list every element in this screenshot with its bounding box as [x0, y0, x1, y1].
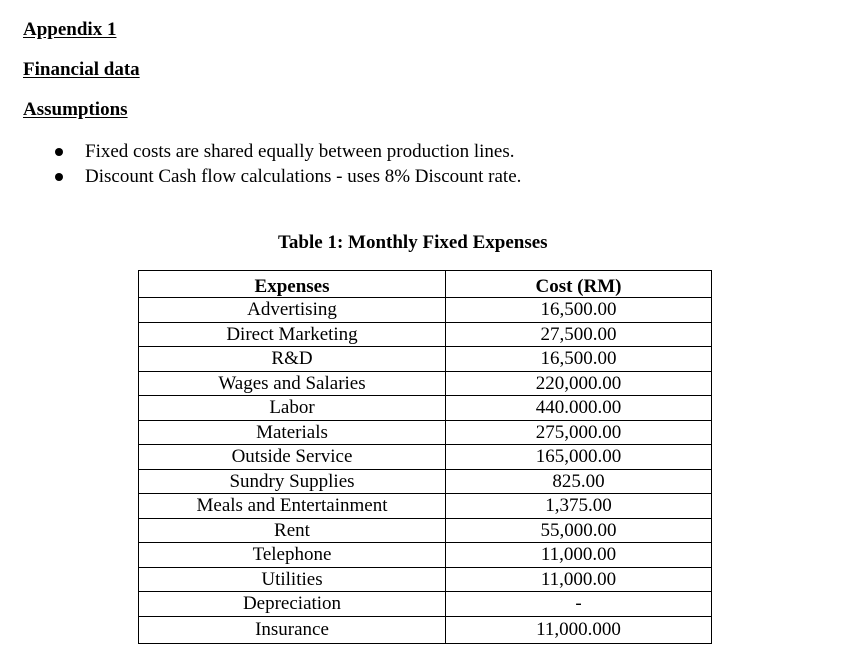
cost-cell: 55,000.00 [446, 518, 712, 543]
expense-cell: Sundry Supplies [139, 469, 446, 494]
table-row [139, 420, 712, 445]
financial-data-heading: Financial data [23, 59, 140, 80]
table-row [139, 396, 712, 421]
expense-cell: Advertising [139, 298, 446, 323]
assumption-text: Fixed costs are shared equally between production lines. [85, 141, 515, 162]
cost-cell: 440.000.00 [446, 396, 712, 421]
table-row [139, 298, 712, 323]
expense-cell: Insurance [139, 616, 446, 643]
bullet-icon [55, 173, 63, 181]
cost-cell: 11,000.00 [446, 543, 712, 568]
expense-cell: Wages and Salaries [139, 371, 446, 396]
expense-cell: Direct Marketing [139, 322, 446, 347]
bullet-icon [55, 148, 63, 156]
table-row [139, 592, 712, 617]
cost-cell: 16,500.00 [446, 347, 712, 372]
expense-cell: Outside Service [139, 445, 446, 470]
table-row [139, 371, 712, 396]
assumption-text: Discount Cash flow calculations - uses 8% Discount rate. [85, 166, 522, 187]
appendix-heading: Appendix 1 [23, 19, 117, 40]
assumptions-heading: Assumptions [23, 99, 128, 120]
table-header-row [139, 271, 712, 298]
expense-cell: R&D [139, 347, 446, 372]
table-row [139, 616, 712, 643]
expense-cell: Depreciation [139, 592, 446, 617]
cost-cell: 1,375.00 [446, 494, 712, 519]
cost-cell: 220,000.00 [446, 371, 712, 396]
expense-cell: Labor [139, 396, 446, 421]
expense-cell: Rent [139, 518, 446, 543]
column-header-expenses: Expenses [139, 271, 446, 298]
table-row [139, 567, 712, 592]
table-row [139, 494, 712, 519]
table-title: Table 1: Monthly Fixed Expenses [278, 232, 548, 253]
cost-cell: 825.00 [446, 469, 712, 494]
expense-cell: Telephone [139, 543, 446, 568]
cost-cell: 11,000.00 [446, 567, 712, 592]
monthly-fixed-expenses-table [138, 270, 712, 644]
table-row [139, 518, 712, 543]
cost-cell: 165,000.00 [446, 445, 712, 470]
assumption-item [55, 164, 521, 189]
cost-cell: 275,000.00 [446, 420, 712, 445]
assumptions-list [55, 139, 521, 189]
column-header-cost: Cost (RM) [446, 271, 712, 298]
expense-cell: Meals and Entertainment [139, 494, 446, 519]
table-row [139, 543, 712, 568]
cost-cell: 16,500.00 [446, 298, 712, 323]
expense-cell: Utilities [139, 567, 446, 592]
assumption-item [55, 139, 521, 164]
cost-cell: - [446, 592, 712, 617]
table-row [139, 445, 712, 470]
cost-cell: 27,500.00 [446, 322, 712, 347]
table-row [139, 469, 712, 494]
expense-cell: Materials [139, 420, 446, 445]
table-row [139, 322, 712, 347]
table-row [139, 347, 712, 372]
cost-cell: 11,000.000 [446, 616, 712, 643]
